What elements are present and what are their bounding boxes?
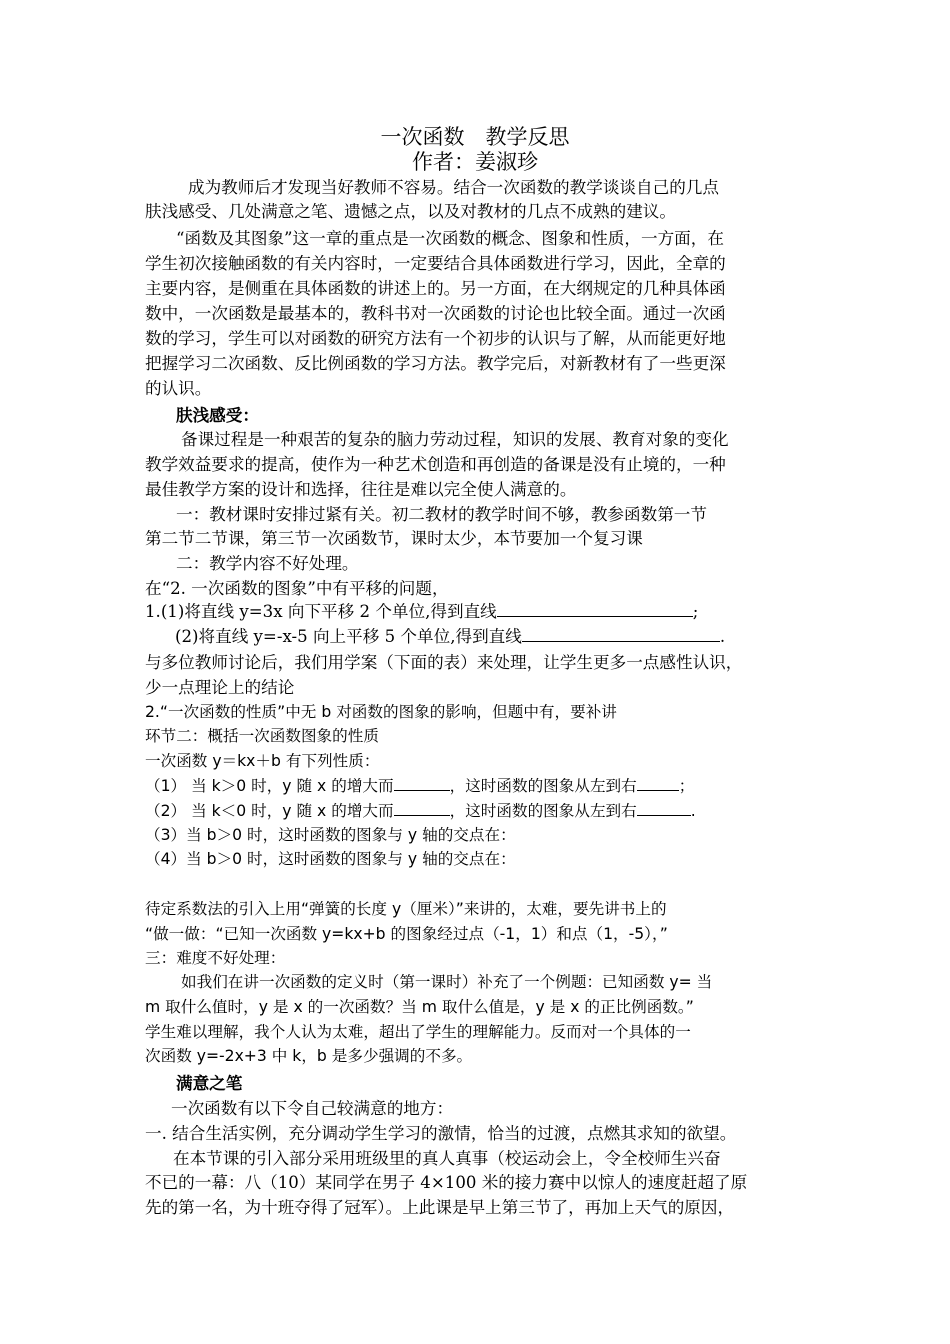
paragraph-line: 学生难以理解，我个人认为太难，超出了学生的理解能力。反而对一个具体的一 (145, 1023, 691, 1041)
paragraph-line: 先的第一名，为十班夺得了冠军）。上此课是早上第三节了，再加上天气的原因， (145, 1198, 735, 1217)
exercise-text: (2)将直线 y=-x-5 向上平移 5 个单位,得到直线 (175, 627, 522, 646)
paragraph-line: 2.“一次函数的性质”中无 b 对函数的图象的影响，但题中有，要补讲 (145, 703, 617, 721)
paragraph-line: 的认识。 (145, 379, 212, 398)
paragraph-line: “做一做：“已知一次函数 y=kx+b 的图象经过点（-1，1）和点（1，-5），” (145, 925, 668, 943)
property-text: ，这时函数的图象从左到右 (449, 802, 637, 820)
paragraph-line: 与多位教师讨论后，我们用学案（下面的表）来处理，让学生更多一点感性认识， (145, 653, 743, 672)
property-line (145, 799, 696, 823)
exercise-line (175, 625, 725, 649)
author-line: 作者：姜淑珍 (412, 150, 538, 174)
exercise-text: 1.(1)将直线 y=3x 向下平移 2 个单位,得到直线 (145, 602, 497, 621)
answer-blank (637, 776, 679, 791)
paragraph-line: 环节二：概括一次函数图象的性质 (145, 727, 379, 745)
paragraph-line: 学生初次接触函数的有关内容时，一定要结合具体函数进行学习，因此，全章的 (145, 254, 726, 273)
paragraph-line: 数的学习，学生可以对函数的研究方法有一个初步的认识与了解，从而能更好地 (145, 329, 726, 348)
exercise-line (145, 600, 698, 624)
paragraph-line: 主要内容，是侧重在具体函数的讲述上的。另一方面，在大纲规定的几种具体函 (145, 279, 726, 298)
exercise-end: ; (692, 602, 699, 621)
paragraph-line: 在“2. 一次函数的图象”中有平移的问题， (145, 579, 449, 598)
paragraph-line: 成为教师后才发现当好教师不容易。结合一次函数的教学谈谈自己的几点 (188, 178, 719, 197)
paragraph-line: 一次函数 y＝kx＋b 有下列性质： (145, 752, 380, 770)
paragraph-line: 最佳教学方案的设计和选择，往往是难以完全使人满意的。 (145, 480, 577, 499)
paragraph-line: 一：教材课时安排过紧有关。初二教材的教学时间不够，教参函数第一节 (176, 505, 707, 524)
exercise-end: . (719, 627, 726, 646)
property-text: ，这时函数的图象从左到右 (449, 777, 637, 795)
paragraph-line: 待定系数法的引入上用“弹簧的长度 y（厘米）”来讲的，太难，要先讲书上的 (145, 900, 667, 918)
paragraph-line: 三：难度不好处理： (145, 949, 286, 967)
section-heading: 肤浅感受： (176, 405, 259, 425)
paragraph-line: 教学效益要求的提高，使作为一种艺术创造和再创造的备课是没有止境的，一种 (145, 455, 726, 474)
paragraph-line: 肤浅感受、几处满意之笔、遗憾之点，以及对教材的几点不成熟的建议。 (145, 202, 676, 221)
paragraph-line: 如我们在讲一次函数的定义时（第一课时）补充了一个例题：已知函数 y= 当 (181, 973, 713, 991)
page-title: 一次函数 教学反思 (380, 125, 570, 149)
answer-blank (394, 776, 450, 791)
answer-blank (497, 602, 693, 617)
answer-blank (394, 801, 450, 816)
paragraph-line: 第二节二节课，第三节一次函数节，课时太少，本节要加一个复习课 (145, 529, 643, 548)
property-end: ； (678, 777, 695, 795)
paragraph-line: m 取什么值时，y 是 x 的一次函数？当 m 取什么值是，y 是 x 的正比例函数。” (145, 998, 694, 1016)
answer-blank (522, 627, 720, 642)
paragraph-line: 数中，一次函数是最基本的，教科书对一次函数的讨论也比较全面。通过一次函 (145, 304, 726, 323)
paragraph-line: 一. 结合生活实例，充分调动学生学习的激情，恰当的过渡，点燃其求知的欲望。 (145, 1124, 737, 1143)
answer-blank (637, 801, 691, 816)
property-line: （4）当 b＞0 时，这时函数的图象与 y 轴的交点在： (145, 850, 516, 868)
paragraph-line: 少一点理论上的结论 (145, 678, 295, 697)
paragraph-line: 把握学习二次函数、反比例函数的学习方法。教学完后，对新教材有了一些更深 (145, 354, 726, 373)
property-line: （3）当 b＞0 时，这时函数的图象与 y 轴的交点在： (145, 826, 516, 844)
property-text: （1） 当 k＞0 时，y 随 x 的增大而 (145, 777, 394, 795)
property-line (145, 774, 694, 798)
paragraph-line: “函数及其图象”这一章的重点是一次函数的概念、图象和性质，一方面，在 (176, 229, 724, 248)
paragraph-line: 不已的一幕：八（10）某同学在男子 4×100 米的接力赛中以惊人的速度赶超了原 (145, 1173, 748, 1192)
paragraph-line: 在本节课的引入部分采用班级里的真人真事（校运动会上，令全校师生兴奋 (173, 1149, 721, 1168)
property-end: . (690, 802, 696, 820)
paragraph-line: 次函数 y=-2x+3 中 k，b 是多少强调的不多。 (145, 1047, 473, 1065)
paragraph-line: 一次函数有以下令自己较满意的地方： (171, 1099, 454, 1118)
property-text: （2） 当 k＜0 时，y 随 x 的增大而 (145, 802, 394, 820)
paragraph-line: 二：教学内容不好处理。 (176, 554, 359, 573)
section-heading: 满意之笔 (176, 1073, 243, 1093)
paragraph-line: 备课过程是一种艰苦的复杂的脑力劳动过程，知识的发展、教育对象的变化 (181, 430, 729, 449)
